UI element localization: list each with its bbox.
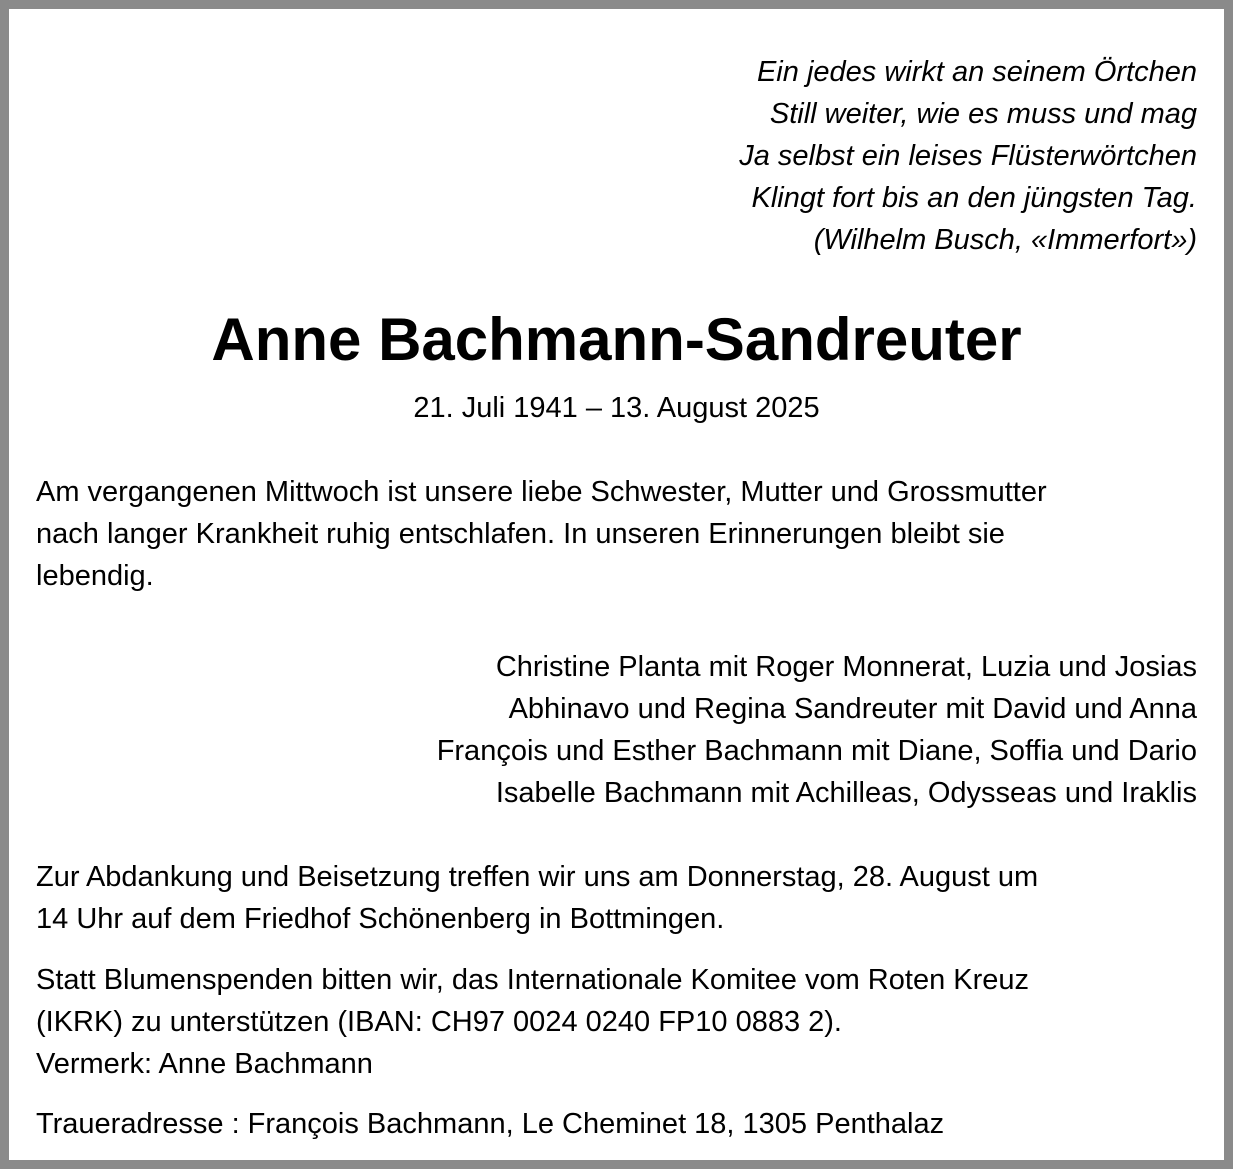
text-line: (IKRK) zu unterstützen (IBAN: CH97 0024 0240 FP10 0883 2). [36, 1006, 842, 1038]
text-line: lebendig. [36, 560, 154, 592]
family-line: François und Esther Bachmann mit Diane, Soffia und Dario [436, 735, 1197, 767]
life-dates: 21. Juli 1941 – 13. August 2025 [413, 392, 820, 424]
family-signatures [437, 646, 1197, 814]
text-line: 14 Uhr auf dem Friedhof Schönenberg in Bottmingen. [36, 903, 725, 935]
address-line: Traueradresse : François Bachmann, Le Cheminet 18, 1305 Penthalaz [36, 1108, 945, 1140]
donation-text [36, 959, 1206, 1085]
poem-line: Still weiter, wie es muss und mag [769, 98, 1197, 130]
poem-line: Ja selbst ein leises Flüsterwörtchen [739, 140, 1197, 172]
ceremony-text [36, 856, 1206, 940]
deceased-name: Anne Bachmann-Sandreuter [211, 306, 1022, 373]
family-line: Isabelle Bachmann mit Achilleas, Odysseas und Iraklis [495, 777, 1197, 809]
poem-quote [739, 51, 1197, 261]
text-line: nach langer Krankheit ruhig entschlafen. In unseren Erinnerungen bleibt sie [36, 518, 1005, 550]
obituary-card [9, 9, 1224, 1160]
family-line: Abhinavo und Regina Sandreuter mit David und Anna [508, 693, 1197, 725]
text-line: Vermerk: Anne Bachmann [36, 1048, 373, 1080]
text-line: Zur Abdankung und Beisetzung treffen wir uns am Donnerstag, 28. August um [36, 861, 1039, 893]
mourning-address [36, 1103, 1206, 1145]
announcement-text [36, 471, 1206, 597]
family-line: Christine Planta mit Roger Monnerat, Luzia und Josias [495, 651, 1197, 683]
poem-line: Klingt fort bis an den jüngsten Tag. [751, 182, 1197, 214]
text-line: Statt Blumenspenden bitten wir, das Internationale Komitee vom Roten Kreuz [36, 964, 1030, 996]
text-line: Am vergangenen Mittwoch ist unsere liebe Schwester, Mutter und Grossmutter [36, 476, 1047, 508]
poem-line: Ein jedes wirkt an seinem Örtchen [756, 56, 1197, 88]
poem-attribution: (Wilhelm Busch, «Immerfort») [813, 224, 1197, 256]
